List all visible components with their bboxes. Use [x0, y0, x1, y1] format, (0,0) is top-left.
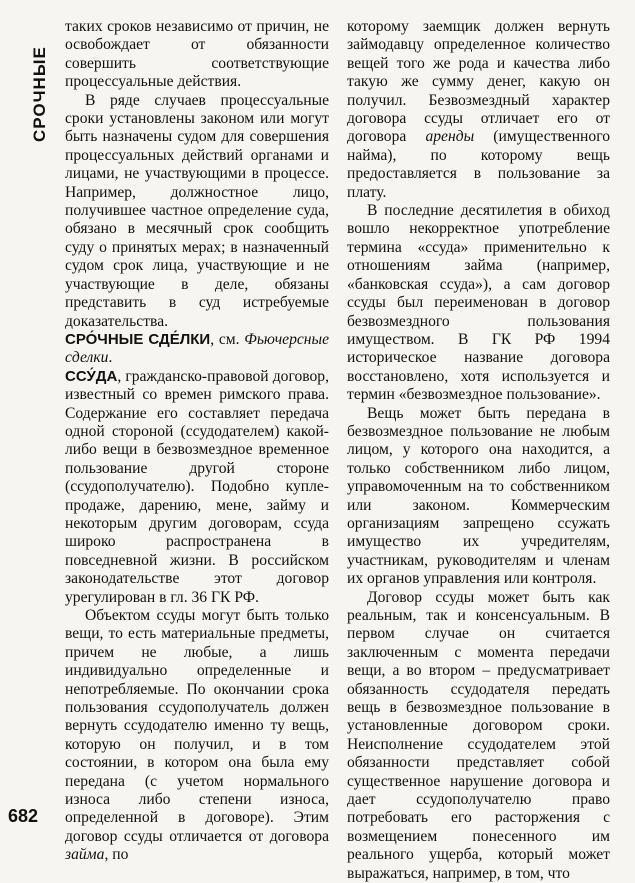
entry-text: .	[108, 349, 113, 367]
paragraph: В ряде случаев процессуальные сроки установлены законом или могут быть назначены судом для совершения процессуальных действий органами и лицами, не участвующими в процессе. Например, должностное лицо, получившее частное определение суда, обязано в месячный срок сообщить суду о принятых мерах; в назначенный судом срок лица, участвующие и не участвующие в деле, обязаны представить в суд истребуемые доказательства.	[65, 91, 329, 330]
paragraph	[65, 607, 329, 865]
entry-headword: ССУ́ДА	[65, 367, 118, 385]
page-number: 682	[8, 806, 39, 826]
cross-reference: займа	[65, 846, 105, 864]
cross-reference: Фьючерсные сделки	[65, 330, 330, 367]
paragraph-text: Объектом ссуды могут быть только вещи, то есть материальные предметы, причем не любые, а лишь индивидуально определенные и непотребляемые. По окончании срока пользования ссудополучатель должен вернуть ссудодателю именно ту вещь, которую он получил, и в том состоянии, в котором она была ему передана (с учетом нормального износа либо степени износа, определенной в договоре). Этим договор ссуды отличается от договора	[65, 607, 329, 845]
entry-headword: СРО́ЧНЫЕ СДЕ́ЛКИ	[65, 330, 211, 348]
cross-reference: аренды	[425, 128, 475, 146]
paragraph: Вещь может быть передана в безвозмездное пользование не любым лицом, у которого она находится, а только собственником либо лицом, управомоченным на то собственником или законом. Коммерческим организациям запрещено ссужать имущество их учредителям, участникам, руководителям и членам их органов управления или контроля.	[347, 404, 610, 588]
right-column	[347, 18, 610, 883]
entry-text: , см.	[210, 330, 245, 348]
dictionary-entry-srochnye-sdelki	[65, 331, 329, 368]
paragraph-text: , по	[104, 846, 129, 864]
paragraph-text: (имущественного найма), по которому вещь предоставляется в пользование за плату.	[347, 128, 610, 201]
paragraph	[347, 18, 610, 202]
left-column	[65, 18, 329, 865]
dictionary-entry-ssuda	[65, 368, 329, 607]
entry-text: , гражданско-правовой договор, известный со времен римского права. Содержание его составляет передача одной стороной (ссудодателем) какой-либо вещи в безвозмездное временное пользование другой стороне (ссудополучателю). Подобно купле-продаже, дарению, мене, займу и некоторым другим договорам, ссуда широко распространена в повседневной жизни. В российском законодательстве этот договор урегулирован в гл. 36 ГК РФ.	[65, 367, 329, 606]
paragraph: таких сроков независимо от причин, не освобождает от обязанности совершить соответствующие процессуальные действия.	[65, 18, 329, 91]
paragraph: Договор ссуды может быть как реальным, так и консенсуальным. В первом случае он считается заключенным с момента передачи вещи, а во втором – предусматривает обязанность ссудодателя передать вещь в безвозмездное пользование в установленные договором сроки. Неисполнение ссудодателем этой обязанности представляет собой существенное нарушение договора и дает ссудополучателю право потребовать его расторжения с возмещением понесенного им реального ущерба, который может выражаться, например, в том, что	[347, 588, 610, 882]
paragraph: В последние десятилетия в обиход вошло некорректное употребление термина «ссуда» применительно к отношениям займа (например, «банковская ссуда»), а сам договор ссуды был переименован в договор безвозмездного пользования имуществом. В ГК РФ 1994 историческое название договора восстановлено, хотя используется и термин «безвозмездное пользование».	[347, 202, 610, 404]
paragraph-text: которому заемщик должен вернуть займодавцу определенное количество вещей того же рода и качества либо такую же сумму денег, какую он получил. Безвозмездный характер договора ссуды отличает его от договора	[347, 18, 610, 146]
running-head: СРОЧНЫЕ	[30, 46, 49, 142]
